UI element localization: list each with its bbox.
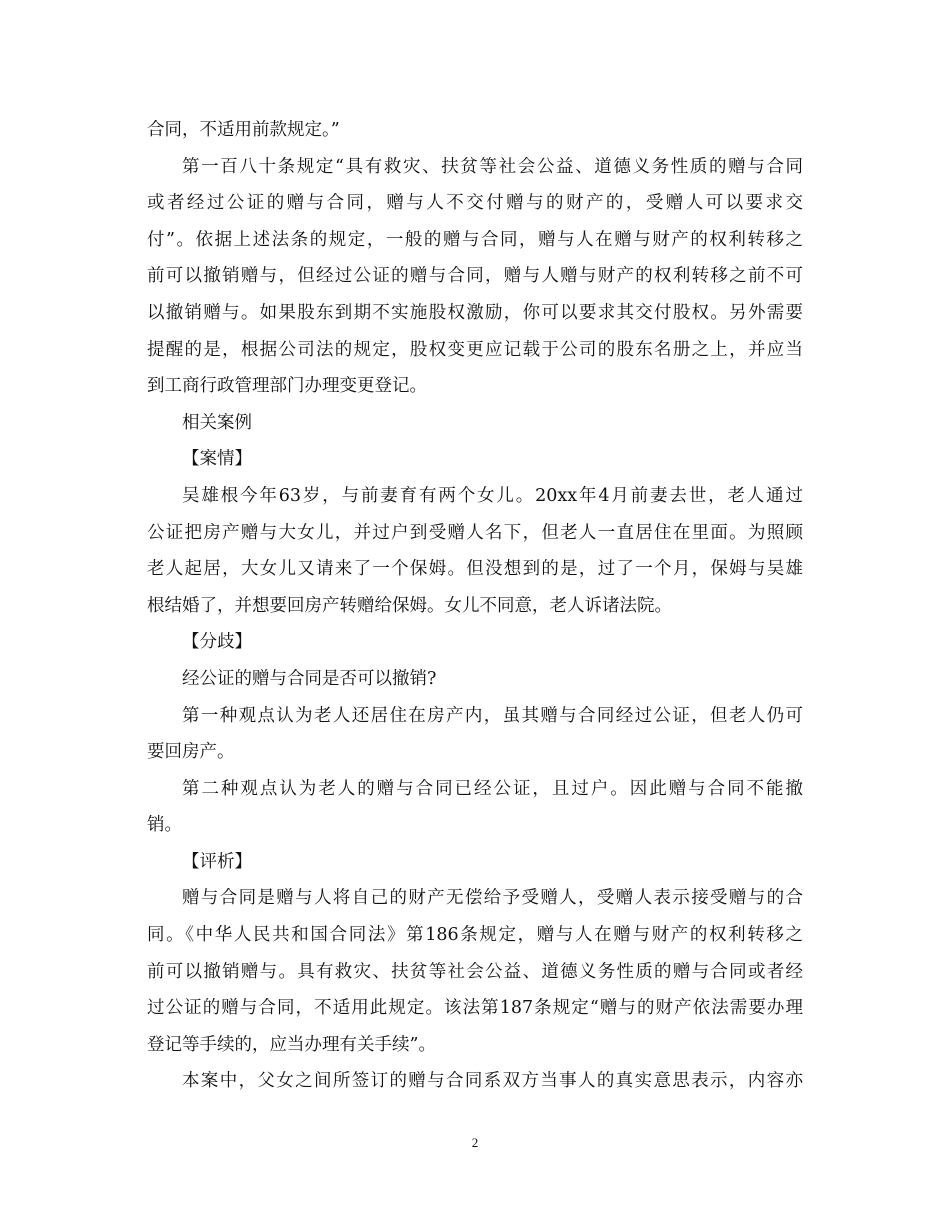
text-line: 登记等手续的，应当办理有关手续”。 (147, 1034, 436, 1055)
text-line: 第二种观点认为老人的赠与合同已经公证，且过户。因此赠与合同不能撤 (182, 778, 803, 799)
text-line: 公证把房产赠与大女儿，并过户到受赠人名下，但老人一直居住在里面。为照顾 (147, 522, 803, 543)
page-number: 2 (471, 1135, 479, 1150)
text-line: 经公证的赠与合同是否可以撤销? (182, 668, 437, 689)
text-line: 吴雄根今年63岁，与前妻育有两个女儿。20xx年4月前妻去世，老人通过 (182, 485, 803, 506)
text-line: 或者经过公证的赠与合同，赠与人不交付赠与的财产的，受赠人可以要求交 (147, 193, 803, 214)
text-line: 前可以撤销赠与。具有救灾、扶贫等社会公益、道德义务性质的赠与合同或者经 (147, 961, 803, 982)
text-line: 付”。依据上述法条的规定，一般的赠与合同，赠与人在赠与财产的权利转移之 (147, 229, 803, 250)
text-line: 要回房产。 (147, 742, 235, 763)
text-line: 【评析】 (182, 851, 252, 872)
text-line: 根结婚了，并想要回房产转赠给保姆。女儿不同意，老人诉诸法院。 (147, 595, 672, 616)
text-line: 销。 (147, 815, 182, 836)
text-line: 相关案例 (182, 412, 252, 433)
text-line: 赠与合同是赠与人将自己的财产无偿给予受赠人，受赠人表示接受赠与的合 (182, 888, 803, 909)
text-line: 过公证的赠与合同，不适用此规定。该法第187条规定“赠与的财产依法需要办理 (147, 998, 803, 1019)
text-line: 老人起居，大女儿又请来了一个保姆。但没想到的是，过了一个月，保姆与吴雄 (147, 559, 803, 580)
text-line: 到工商行政管理部门办理变更登记。 (147, 376, 427, 397)
text-line: 合同，不适用前款规定。” (147, 120, 340, 140)
text-line: 同。《中华人民共和国合同法》第186条规定，赠与人在赠与财产的权利转移之 (147, 925, 803, 946)
text-line: 本案中，父女之间所签订的赠与合同系双方当事人的真实意思表示，内容亦 (182, 1071, 803, 1092)
text-line: 以撤销赠与。如果股东到期不实施股权激励，你可以要求其交付股权。另外需要 (147, 302, 803, 323)
text-line: 提醒的是，根据公司法的规定，股权变更应记载于公司的股东名册之上，并应当 (147, 339, 803, 360)
text-line: 前可以撤销赠与，但经过公证的赠与合同，赠与人赠与财产的权利转移之前不可 (147, 266, 803, 287)
text-line: 【分歧】 (182, 632, 252, 653)
text-line: 【案情】 (182, 449, 252, 470)
document-body (147, 112, 803, 1100)
text-line: 第一种观点认为老人还居住在房产内，虽其赠与合同经过公证，但老人仍可 (182, 705, 803, 726)
text-line: 第一百八十条规定“具有救灾、扶贫等社会公益、道德义务性质的赠与合同 (182, 156, 803, 177)
